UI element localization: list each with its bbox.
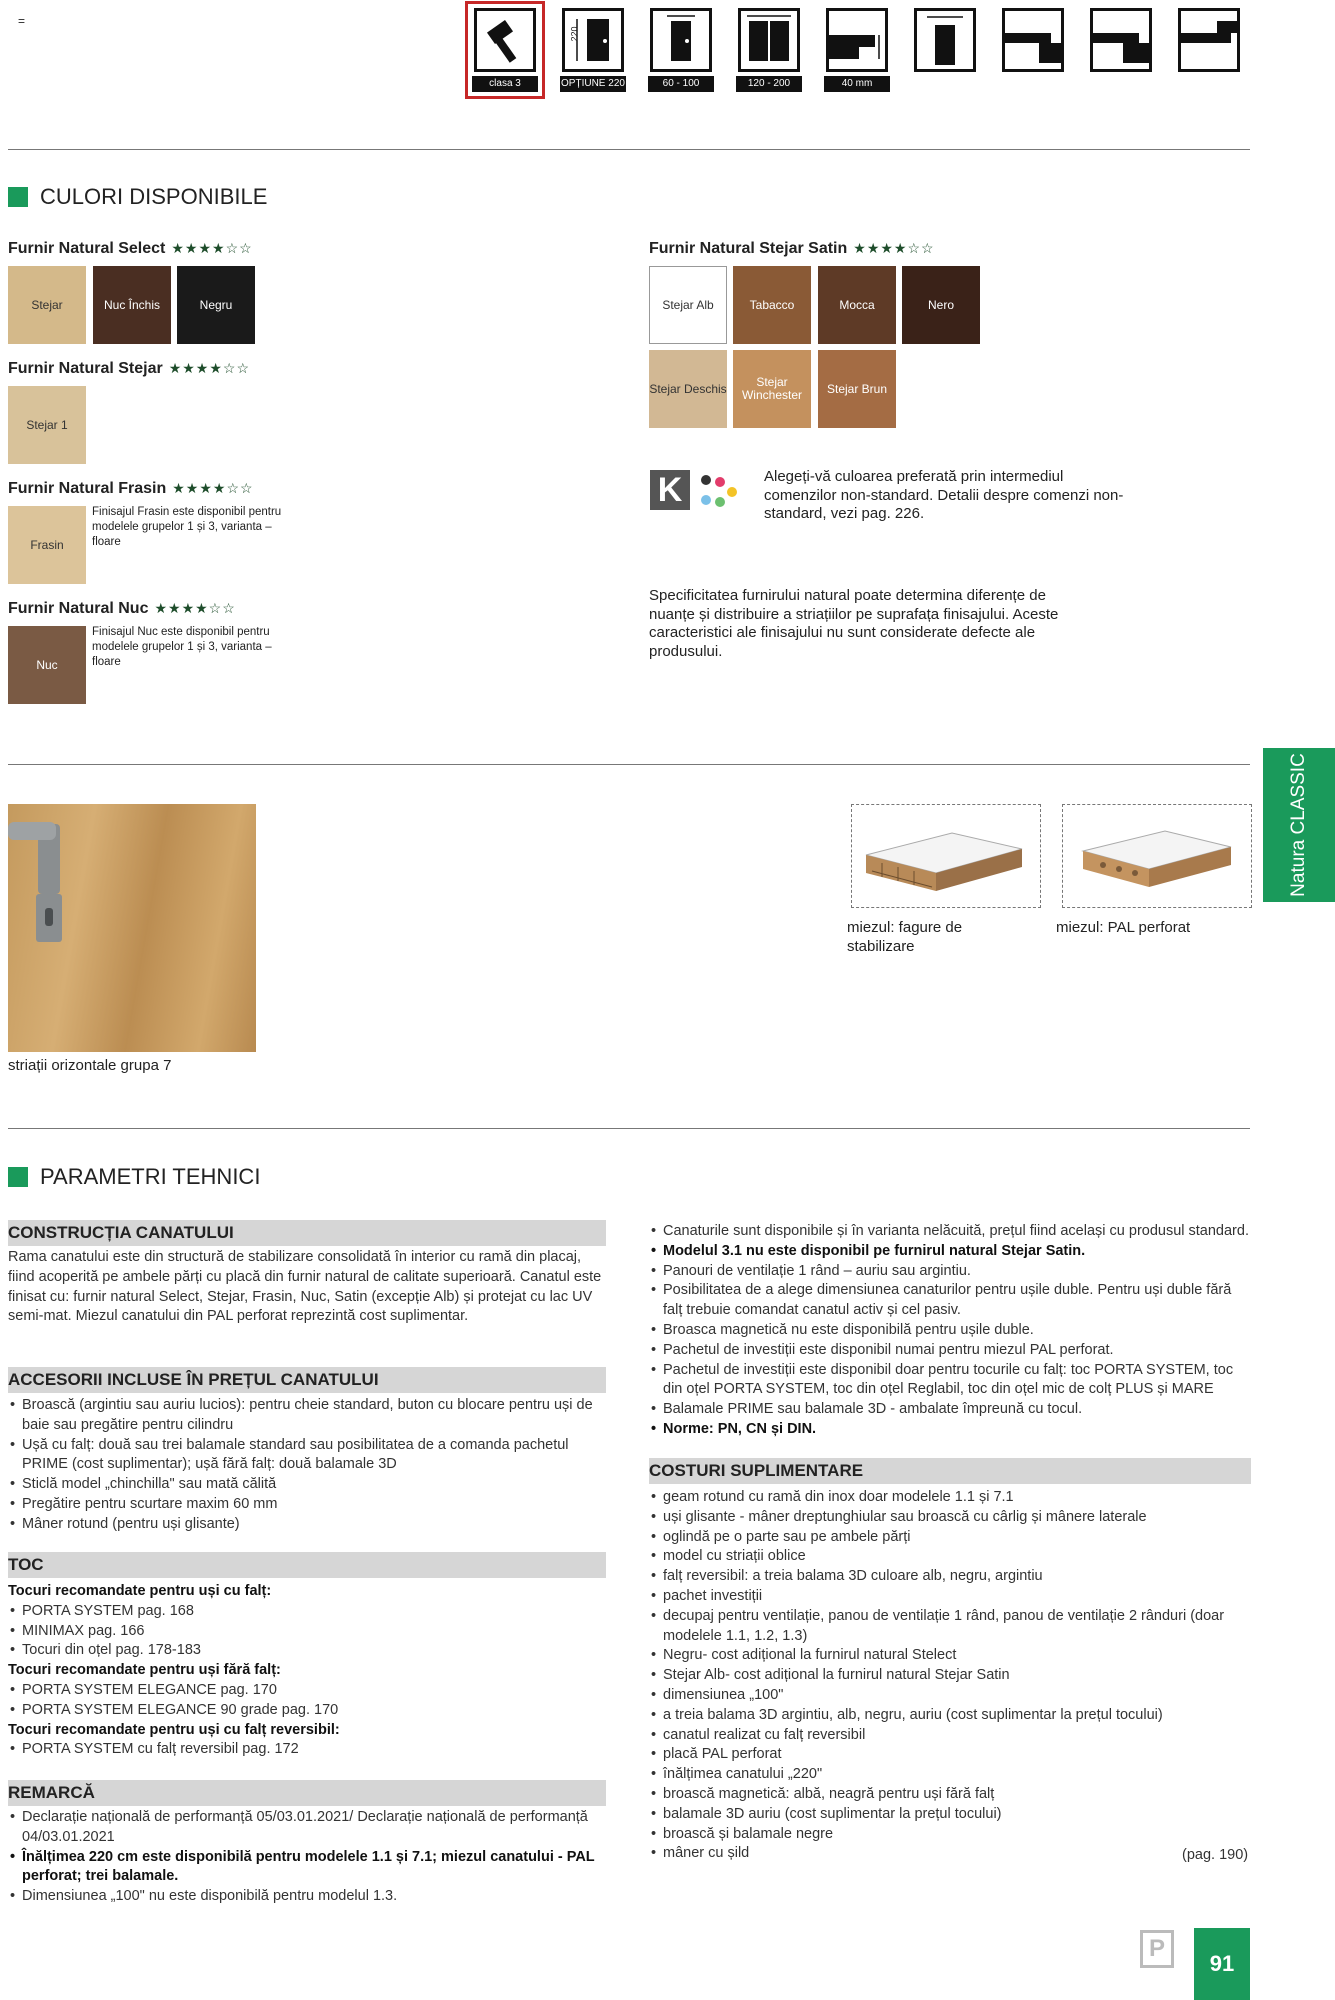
list-item: • PORTA SYSTEM ELEGANCE 90 grade pag. 170 xyxy=(8,1701,606,1721)
accesorii-list xyxy=(8,1396,606,1535)
icon-label: 40 mm xyxy=(824,76,890,92)
k-logo-icon: K xyxy=(650,470,690,510)
list-item: • broască și balamale negre xyxy=(649,1825,1251,1845)
icon-double-door xyxy=(736,8,802,92)
list-item: • Pachetul de investiții este disponibil numai pentru miezul PAL perforat. xyxy=(649,1341,1251,1361)
rating-stars: ★★★★☆☆ xyxy=(168,360,251,376)
list-item: • Panouri de ventilație 1 rând – auriu sau argintiu. xyxy=(649,1262,1251,1282)
nuc-note: Finisajul Nuc este disponibil pentru modelele grupelor 1 și 3, varianta – floare xyxy=(92,626,272,668)
swatch-nero[interactable]: Nero xyxy=(902,266,980,344)
band-remarca: REMARCĂ xyxy=(8,1780,606,1806)
list-item: • Sticlă model „chinchilla" sau mată călită xyxy=(8,1475,606,1495)
list-item: • mâner cu șild xyxy=(649,1844,1251,1864)
icon-width xyxy=(912,8,978,92)
list-item: • Înălțimea 220 cm este disponibilă pentru modelele 1.1 și 7.1; miezul canatului - PAL perforat; trei balamale. xyxy=(8,1848,606,1888)
swatch-mocca[interactable]: Mocca xyxy=(818,266,896,344)
list-item: • Stejar Alb- cost adițional la furnirul natural Stejar Satin xyxy=(649,1666,1251,1686)
list-item: • Broasca magnetică nu este disponibilă pentru ușile duble. xyxy=(649,1321,1251,1341)
green-square-icon xyxy=(8,187,28,207)
list-item: • a treia balama 3D argintiu, alb, negru, auriu (cost suplimentar la prețul tocului) xyxy=(649,1706,1251,1726)
list-item: • Dimensiunea „100" nu este disponibilă pentru modelul 1.3. xyxy=(8,1887,606,1907)
icon-label: clasa 3 xyxy=(472,76,538,92)
list-item: • placă PAL perforat xyxy=(649,1745,1251,1765)
icon-rebate-2 xyxy=(1088,8,1154,92)
double-door-icon xyxy=(738,8,800,72)
icon-height-220 xyxy=(560,8,626,92)
rebate-icon-1 xyxy=(1002,8,1064,72)
list-item: • falț reversibil: a treia balama 3D culoare alb, negru, argintiu xyxy=(649,1567,1251,1587)
swatch-stejar-winchester[interactable]: Stejar Winchester xyxy=(733,350,811,428)
handle-icon xyxy=(8,804,256,1052)
rebate-icon-2 xyxy=(1090,8,1152,72)
door-thickness-icon xyxy=(826,8,888,72)
list-item: • oglindă pe o parte sau pe ambele părți xyxy=(649,1528,1251,1548)
hammer-icon xyxy=(474,8,536,72)
list-item: • Broască (argintiu sau auriu lucios): pentru cheie standard, buton cu blocare pentru uși de baie sau pregătire pentru cilindru xyxy=(8,1396,606,1436)
rating-stars: ★★★★☆☆ xyxy=(154,600,236,616)
door-width-icon xyxy=(914,8,976,72)
honeycomb-core-icon xyxy=(852,805,1040,907)
right-notes-list xyxy=(649,1222,1251,1440)
single-door-icon xyxy=(650,8,712,72)
list-item: • dimensiunea „100" xyxy=(649,1686,1251,1706)
list-item: • Mâner rotund (pentru uși glisante) xyxy=(8,1515,606,1535)
header-marker: = xyxy=(18,14,26,28)
list-item: • Balamale PRIME sau balamale 3D - ambalate împreună cu tocul. xyxy=(649,1400,1251,1420)
list-item: • broască magnetică: albă, neagră pentru uși fără falț xyxy=(649,1785,1251,1805)
swatch-tabacco[interactable]: Tabacco xyxy=(733,266,811,344)
toc-list xyxy=(8,1582,606,1760)
door-height-220-icon xyxy=(562,8,624,72)
rating-stars: ★★★★☆☆ xyxy=(171,240,253,256)
list-item: • uși glisante - mâner dreptunghiular sau broască cu cârlig și mânere laterale xyxy=(649,1508,1251,1528)
swatch-stejar-alb[interactable]: Stejar Alb xyxy=(649,266,727,344)
core-honeycomb-image xyxy=(851,804,1041,908)
rebate-icon-3 xyxy=(1178,8,1240,72)
list-item: • PORTA SYSTEM ELEGANCE pag. 170 xyxy=(8,1681,606,1701)
color-dots-icon xyxy=(696,470,740,514)
icon-thickness xyxy=(824,8,890,92)
page-number: 91 xyxy=(1194,1928,1250,2000)
side-tab: Natura CLASSIC xyxy=(1263,748,1335,902)
core-pal-image xyxy=(1062,804,1252,908)
core1-caption: miezul: fagure de stabilizare xyxy=(847,919,963,955)
publisher-logo-icon: P xyxy=(1140,1930,1174,1968)
swatch-stejar[interactable]: Stejar xyxy=(8,266,86,344)
swatch-stejar-1[interactable]: Stejar 1 xyxy=(8,386,86,464)
toc-heading: Tocuri recomandate pentru uși fără falț: xyxy=(8,1662,281,1679)
list-item: • Pachetul de investiții este disponibil doar pentru tocurile cu falț: toc PORTA SYSTEM, toc din oțel PORTA SYSTEM, toc din oțel Reglabil, toc din oțel mic de colț PLUS și MARE xyxy=(649,1361,1251,1401)
band-toc: TOC xyxy=(8,1552,606,1578)
pal-core-icon xyxy=(1063,805,1251,907)
list-item: • Pregătire pentru scurtare maxim 60 mm xyxy=(8,1495,606,1515)
band-costuri: COSTURI SUPLIMENTARE xyxy=(649,1458,1251,1484)
list-item: • Negru- cost adițional la furnirul natural Stelect xyxy=(649,1646,1251,1666)
toc-heading: Tocuri recomandate pentru uși cu falț: xyxy=(8,1583,272,1599)
green-square-icon xyxy=(8,1167,28,1187)
rating-stars: ★★★★☆☆ xyxy=(172,480,254,496)
band-accesorii: ACCESORII INCLUSE ÎN PREȚUL CANATULUI xyxy=(8,1367,606,1393)
list-item: • MINIMAX pag. 166 xyxy=(8,1622,606,1642)
list-item: • Modelul 3.1 nu este disponibil pe furnirul natural Stejar Satin. xyxy=(649,1242,1251,1262)
family-natural-select: Furnir Natural Select ★★★★☆☆ xyxy=(8,240,253,257)
wood-sample-image xyxy=(8,804,256,1052)
swatch-nuc[interactable]: Nuc xyxy=(8,626,86,704)
swatch-stejar-deschis[interactable]: Stejar Deschis xyxy=(649,350,727,428)
section-title-tech: PARAMETRI TEHNICI xyxy=(8,1164,260,1190)
feature-icons xyxy=(472,8,1242,92)
family-stejar-satin: Furnir Natural Stejar Satin ★★★★☆☆ xyxy=(649,240,935,257)
icon-clasa-3 xyxy=(472,8,538,92)
icon-rebate-3 xyxy=(1176,8,1242,92)
list-item: • Posibilitatea de a alege dimensiunea canaturilor pentru ușile duble. Pentru uși duble fără falț trebuie comandat canatul activ și cel pasiv. xyxy=(649,1281,1251,1321)
icon-single-door xyxy=(648,8,714,92)
swatch-nuc-inchis[interactable]: Nuc Închis xyxy=(93,266,171,344)
height-tag: 220 xyxy=(569,26,580,42)
list-item: • pachet investiții xyxy=(649,1587,1251,1607)
list-item: • Tocuri din oțel pag. 178-183 xyxy=(8,1641,606,1661)
swatch-negru[interactable]: Negru xyxy=(177,266,255,344)
list-item: • decupaj pentru ventilație, panou de ventilație 1 rând, panou de ventilație 2 rânduri (doar modelele 1.1, 1.2, 1.3) xyxy=(649,1607,1251,1647)
list-item: • PORTA SYSTEM pag. 168 xyxy=(8,1602,606,1622)
family-natural-nuc: Furnir Natural Nuc ★★★★☆☆ xyxy=(8,600,236,617)
page-reference: (pag. 190) xyxy=(1182,1847,1249,1863)
list-item: • geam rotund cu ramă din inox doar modelele 1.1 și 7.1 xyxy=(649,1488,1251,1508)
toc-heading: Tocuri recomandate pentru uși cu falț reversibil: xyxy=(8,1721,340,1738)
band-constructie: CONSTRUCȚIA CANATULUI xyxy=(8,1220,606,1246)
list-item: • PORTA SYSTEM cu falț reversibil pag. 172 xyxy=(8,1740,606,1760)
icon-label: OPȚIUNE 220 xyxy=(560,76,626,92)
constructie-text: Rama canatului este din structură de stabilizare consolidată în interior cu ramă din placaj, fiind acoperită pe ambele părți cu placă din furnir natural de calitate superioară. Canatul este finisat cu: furnir natural Select, Stejar, Frasin, Nuc, Satin (excepție Alb) și protejat cu lac UV semi-mat. Miezul canatului din PAL perforat reprezintă cost suplimentar. xyxy=(8,1249,602,1325)
list-item: • Declarație națională de performanță 05/03.01.2021/ Declarație națională de performanță 04/03.01.2021 xyxy=(8,1808,606,1848)
custom-color-text: Alegeți-vă culoarea preferată prin intermediul comenzilor non-standard. Detalii despre comenzi non-standard, vezi pag. 226. xyxy=(764,468,1124,522)
swatch-frasin[interactable]: Frasin xyxy=(8,506,86,584)
divider xyxy=(8,149,1250,150)
list-item: • Ușă cu falț: două sau trei balamale standard sau posibilitatea de a comanda pachetul PRIME (cost suplimentar); ușă fără falț: două balamale 3D xyxy=(8,1436,606,1476)
icon-label: 120 - 200 xyxy=(736,76,802,92)
list-item: • Canaturile sunt disponibile și în varianta nelăcuită, prețul fiind același cu produsul standard. xyxy=(649,1222,1251,1242)
divider xyxy=(8,764,1250,765)
rating-stars: ★★★★☆☆ xyxy=(853,240,935,256)
list-item: • canatul realizat cu falț reversibil xyxy=(649,1726,1251,1746)
list-item: • înălțimea canatului „220" xyxy=(649,1765,1251,1785)
swatch-stejar-brun[interactable]: Stejar Brun xyxy=(818,350,896,428)
list-item: • Norme: PN, CN și DIN. xyxy=(649,1420,1251,1440)
veneer-note: Specificitatea furnirului natural poate determina diferențe de nuanțe și distribuire a striațiilor pe suprafața finisajului. Aceste caracteristici ale finisajului nu sunt considerate defecte ale produsului. xyxy=(649,587,1059,660)
core2-caption: miezul: PAL perforat xyxy=(1056,919,1191,936)
icon-rebate-1 xyxy=(1000,8,1066,92)
list-item: • model cu striații oblice xyxy=(649,1547,1251,1567)
costuri-list xyxy=(649,1488,1251,1864)
list-item: • balamale 3D auriu (cost suplimentar la prețul tocului) xyxy=(649,1805,1251,1825)
frasin-note: Finisajul Frasin este disponibil pentru modelele grupelor 1 și 3, varianta – floare xyxy=(92,506,282,548)
section-title-colors: CULORI DISPONIBILE xyxy=(8,184,267,210)
striations-caption: striații orizontale grupa 7 xyxy=(8,1057,172,1074)
divider xyxy=(8,1128,1250,1129)
family-natural-frasin: Furnir Natural Frasin ★★★★☆☆ xyxy=(8,480,254,497)
icon-label: 60 - 100 xyxy=(648,76,714,92)
family-natural-stejar: Furnir Natural Stejar ★★★★☆☆ xyxy=(8,360,251,377)
remarca-list xyxy=(8,1808,606,1907)
